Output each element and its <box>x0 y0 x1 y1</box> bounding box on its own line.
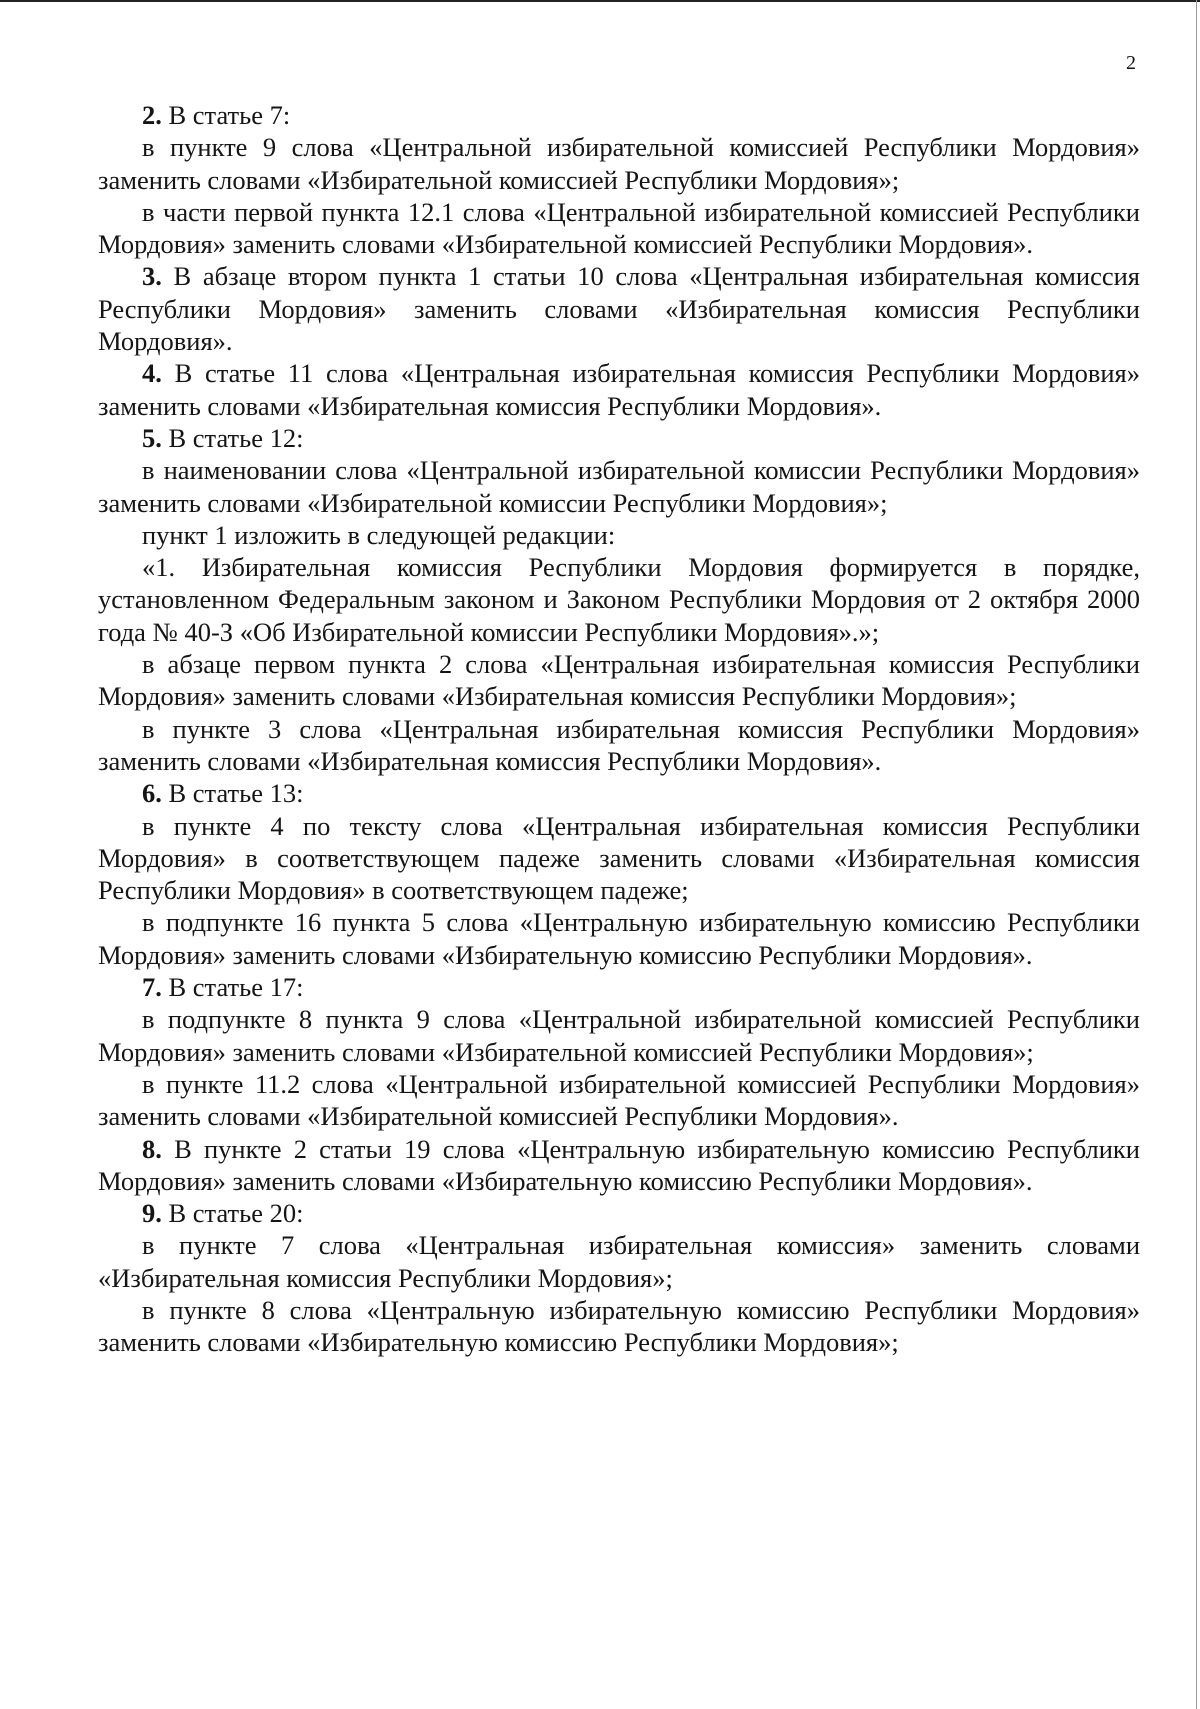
paragraph-text: пункт 1 изложить в следующей редакции: <box>142 519 616 550</box>
scan-right-edge <box>1196 0 1197 1709</box>
paragraph <box>98 1133 1140 1198</box>
paragraph-text: в пункте 9 слова «Центральной избирательной комиссией Республики Мордовия» заменить словами «Избирательной комиссией Республики Мордовия»; <box>98 132 1140 195</box>
paragraph <box>98 519 1140 551</box>
paragraph <box>98 1197 1140 1229</box>
item-number: 6. <box>142 778 162 809</box>
paragraph <box>98 1294 1140 1359</box>
paragraph-text: в пункте 7 слова «Центральная избирательная комиссия» заменить словами «Избирательная комиссия Республики Мордовия»; <box>98 1230 1140 1293</box>
paragraph-text: В пункте 2 статьи 19 слова «Центральную избирательную комиссию Республики Мордовия» заменить словами «Избирательную комиссию Республики Мордовия». <box>98 1133 1140 1196</box>
item-number: 8. <box>142 1133 162 1164</box>
paragraph <box>98 454 1140 519</box>
paragraph-text: в подпункте 16 пункта 5 слова «Центральную избирательную комиссию Республики Мордовия» заменить словами «Избирательную комиссию Республики Мордовия». <box>98 907 1140 970</box>
paragraph-text: В статье 13: <box>161 778 304 809</box>
paragraph-text: в абзаце первом пункта 2 слова «Центральная избирательная комиссия Республики Мордовия» заменить словами «Избирательная комиссия Республики Мордовия»; <box>98 649 1140 712</box>
paragraph <box>98 551 1140 648</box>
paragraph-text: в наименовании слова «Центральной избирательной комиссии Республики Мордовия» заменить словами «Избирательной комиссии Республики Мордовия»; <box>98 455 1140 518</box>
paragraph <box>98 260 1140 357</box>
paragraph <box>98 648 1140 713</box>
item-number: 4. <box>142 358 162 389</box>
paragraph <box>98 810 1140 907</box>
paragraph-text: в пункте 3 слова «Центральная избирательная комиссия Республики Мордовия» заменить словами «Избирательная комиссия Республики Мордовия». <box>98 713 1140 776</box>
paragraph <box>98 906 1140 971</box>
document-body <box>98 99 1140 1359</box>
paragraph-text: в пункте 11.2 слова «Центральной избирательной комиссией Республики Мордовия» заменить словами «Избирательной комиссией Республики Мордовия». <box>98 1068 1140 1132</box>
paragraph-text: в пункте 4 по тексту слова «Центральная избирательная комиссия Республики Мордовия» в соответствующем падеже заменить словами «Избирательная комиссия Республики Мордовия» в соответствующем падеже; <box>98 810 1140 906</box>
paragraph-text: В статье 11 слова «Центральная избирательная комиссия Республики Мордовия» заменить словами «Избирательная комиссия Республики Мордовия». <box>98 358 1140 421</box>
scan-top-edge <box>0 0 1200 2</box>
item-number: 5. <box>142 422 162 453</box>
page-number: 2 <box>1126 52 1136 74</box>
paragraph-text: в пункте 8 слова «Центральную избирательную комиссию Республики Мордовия» заменить словами «Избирательную комиссию Республики Мордовия»; <box>98 1294 1140 1358</box>
paragraph <box>98 713 1140 778</box>
paragraph-text: В статье 17: <box>161 972 304 1003</box>
paragraph-text: в части первой пункта 12.1 слова «Центральной избирательной комиссией Республики Мордовия» заменить словами «Избирательной комиссией Республики Мордовия». <box>98 196 1140 260</box>
paragraph <box>98 131 1140 196</box>
paragraph <box>98 777 1140 809</box>
paragraph-text: В статье 7: <box>161 100 291 130</box>
item-number: 2. <box>142 100 162 130</box>
paragraph <box>98 1068 1140 1133</box>
item-number: 7. <box>142 972 162 1003</box>
paragraph-text: «1. Избирательная комиссия Республики Мордовия формируется в порядке, установленном Федеральным законом и Законом Республики Мордовия от 2 октября 2000 года № 40-З «Об Избирательной комиссии Республики Мордовия».»; <box>98 552 1140 647</box>
paragraph <box>98 357 1140 422</box>
paragraph <box>98 422 1140 454</box>
paragraph-text: В статье 12: <box>161 422 304 453</box>
item-number: 3. <box>142 261 162 292</box>
paragraph <box>98 1003 1140 1068</box>
paragraph <box>98 99 1140 131</box>
item-number: 9. <box>142 1198 162 1229</box>
paragraph <box>98 196 1140 261</box>
paragraph-text: В статье 20: <box>161 1198 304 1229</box>
paragraph <box>98 1229 1140 1294</box>
paragraph-text: В абзаце втором пункта 1 статьи 10 слова «Центральная избирательная комиссия Республики Мордовия» заменить словами «Избирательная комиссия Республики Мордовия». <box>98 261 1140 357</box>
paragraph <box>98 971 1140 1003</box>
paragraph-text: в подпункте 8 пункта 9 слова «Центральной избирательной комиссией Республики Мордовия» заменить словами «Избирательной комиссией Республики Мордовия»; <box>98 1004 1140 1067</box>
